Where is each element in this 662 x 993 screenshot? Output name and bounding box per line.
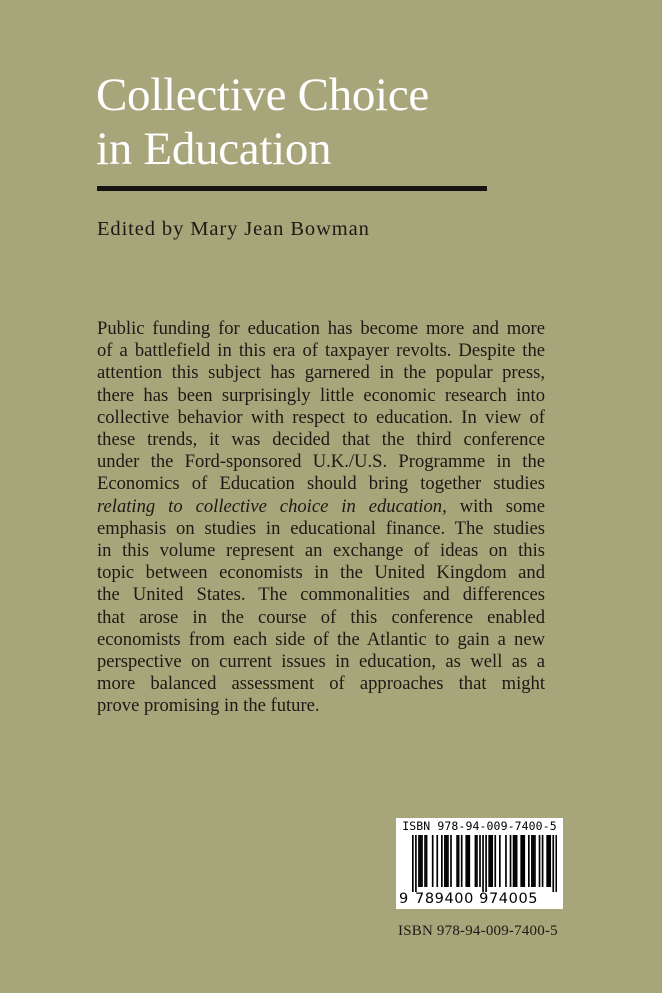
barcode-bar: [420, 835, 422, 887]
description-line: the United States. The commonalities and differences: [97, 584, 545, 606]
barcode-bar: [505, 835, 507, 887]
editor-credit: Edited by Mary Jean Bowman: [97, 218, 370, 240]
barcode-isbn-label: ISBN 978-94-009-7400-5: [402, 819, 557, 833]
isbn-text: ISBN 978-94-009-7400-5: [398, 923, 558, 939]
barcode-bar: [533, 835, 535, 887]
barcode-bar: [522, 835, 524, 887]
barcode-bar: [479, 835, 481, 887]
barcode: [396, 818, 563, 909]
description-line: attention this subject has garnered in the popular press,: [97, 362, 545, 384]
barcode-bar: [476, 835, 478, 887]
description-line: relating to collective choice in education, with some: [97, 495, 545, 517]
book-description: [97, 318, 545, 718]
barcode-bar: [516, 835, 518, 887]
barcode-bar: [458, 835, 460, 887]
barcode-bar: [534, 835, 536, 887]
barcode-bar: [421, 835, 423, 887]
barcode-bar: [446, 835, 448, 887]
barcode-bar: [415, 835, 417, 892]
book-title-line-2: in Education: [96, 123, 332, 175]
description-line: more balanced assessment of approaches that might: [97, 673, 545, 695]
description-line: in this volume represent an exchange of ideas on this: [97, 540, 545, 562]
barcode-bar: [549, 835, 551, 887]
barcode-bar: [482, 835, 484, 892]
barcode-bar: [520, 835, 522, 887]
barcode-bar: [450, 835, 452, 887]
barcode-digit-lead: 9: [399, 891, 409, 907]
description-line: there has been surprisingly little economic research into: [97, 384, 545, 406]
barcode-bar: [510, 835, 512, 887]
barcode-bar: [412, 835, 414, 892]
barcode-bar: [436, 835, 438, 887]
title-divider: [97, 186, 487, 191]
barcode-bar: [491, 835, 493, 887]
barcode-digit-groups: 789400 974005: [415, 891, 539, 907]
description-line: that arose in the course of this conference enabled: [97, 606, 545, 628]
description-line: topic between economists in the United Kingdom and: [97, 562, 545, 584]
barcode-bar: [475, 835, 477, 887]
description-line: Economics of Education should bring together studies: [97, 473, 545, 495]
barcode-bar: [447, 835, 449, 887]
barcode-bar: [485, 835, 487, 892]
barcode-bar: [456, 835, 458, 887]
barcode-bar: [418, 835, 420, 887]
barcode-bar: [548, 835, 550, 887]
barcode-bar: [499, 835, 501, 887]
barcode-bar: [424, 835, 426, 887]
barcode-bar: [528, 835, 530, 887]
barcode-bar: [523, 835, 525, 887]
barcode-bar: [494, 835, 496, 887]
description-line: of a battlefield in this era of taxpayer revolts. Despite the: [97, 340, 545, 362]
barcode-bar: [468, 835, 470, 887]
book-title-line-1: Collective Choice: [96, 69, 429, 121]
barcode-bar: [539, 835, 541, 887]
description-line: under the Ford-sponsored U.K./U.S. Programme in the: [97, 451, 545, 473]
barcode-bar: [461, 835, 463, 887]
barcode-bar: [467, 835, 469, 887]
barcode-bars: [412, 835, 557, 892]
description-line: perspective on current issues in education, as well as a: [97, 651, 545, 673]
description-line: emphasis on studies in educational finance. The studies: [97, 517, 545, 539]
barcode-bar: [441, 835, 443, 887]
barcode-bar: [444, 835, 446, 887]
description-line: prove promising in the future.: [97, 695, 320, 717]
barcode-bar: [513, 835, 515, 887]
book-title: [96, 68, 429, 176]
description-line: collective behavior with respect to education. In view of: [97, 406, 545, 428]
barcode-bar: [531, 835, 533, 887]
barcode-bar: [555, 835, 557, 892]
barcode-bar: [465, 835, 467, 887]
barcode-bar: [490, 835, 492, 887]
barcode-bar: [552, 835, 554, 892]
barcode-bar: [426, 835, 428, 887]
barcode-bar: [488, 835, 490, 887]
description-line: Public funding for education has become more and more: [97, 318, 545, 339]
description-line: these trends, it was decided that the third conference: [97, 429, 545, 451]
barcode-bar: [542, 835, 544, 887]
barcode-bar: [432, 835, 434, 887]
description-line: economists from each side of the Atlantic to gain a new: [97, 628, 545, 650]
barcode-bar: [546, 835, 548, 887]
barcode-bar: [514, 835, 516, 887]
